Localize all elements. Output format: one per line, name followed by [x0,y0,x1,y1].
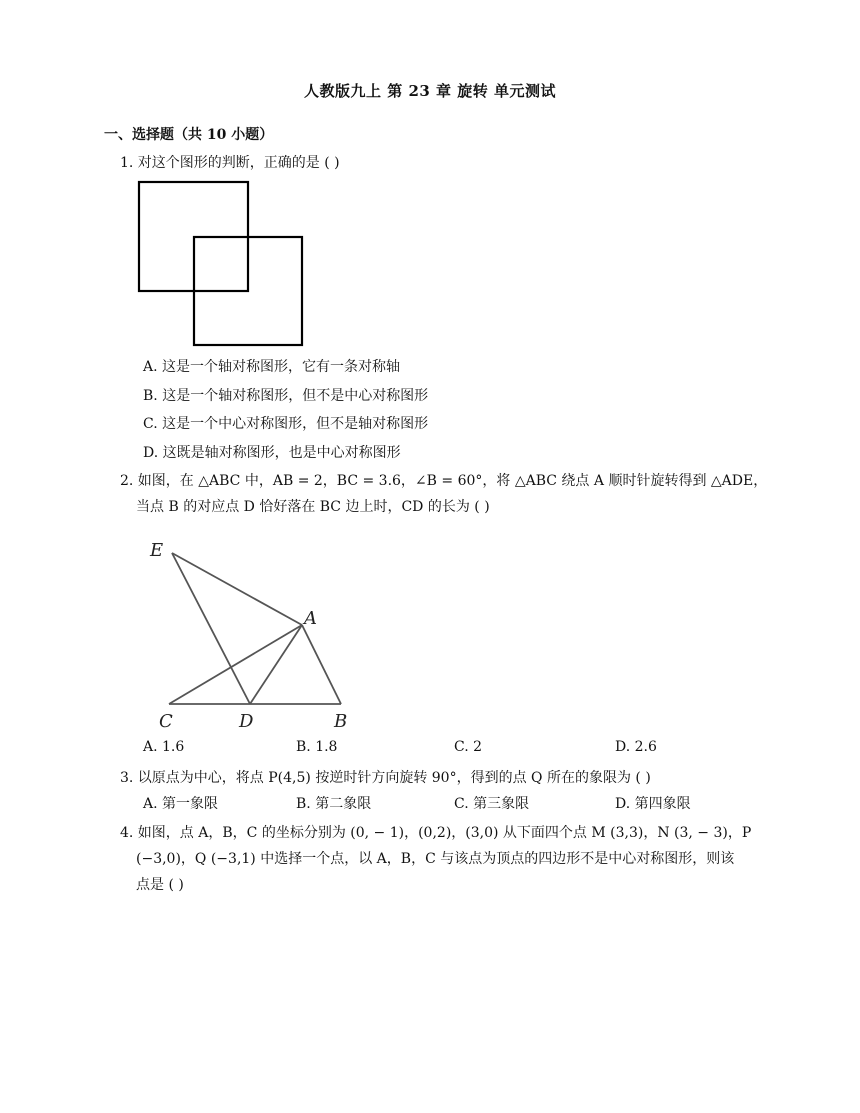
q4-stem-line3: 点是 ( ) [136,877,184,893]
q2-option-d: D. 2.6 [615,739,657,755]
q2-segment-ed [172,553,250,704]
q1-stem: 1. 对这个图形的判断，正确的是 ( ) [120,155,340,171]
q2-label-c: C [159,711,173,732]
document-title: 人教版九上 第 23 章 旋转 单元测试 [304,82,556,100]
q2-label-b: B [334,711,348,732]
q3-stem: 3. 以原点为中心，将点 P(4,5) 按逆时针方向旋转 90°，得到的点 Q 所在的象限为 ( ) [120,770,651,786]
q3-option-b: B. 第二象限 [296,796,372,812]
q1-option-a: A. 这是一个轴对称图形，它有一条对称轴 [143,359,401,375]
q1-option-d: D. 这既是轴对称图形，也是中心对称图形 [143,445,401,461]
q3-option-d: D. 第四象限 [615,796,691,812]
q2-label-a: A [304,608,317,629]
q2-label-e: E [150,540,164,561]
q4-stem-line2: (−3,0)，Q (−3,1) 中选择一个点，以 A，B，C 与该点为顶点的四边形不是中心对称图形，则该 [136,851,735,867]
q1-option-c: C. 这是一个中心对称图形，但不是轴对称图形 [143,416,429,432]
q2-segment-ad [250,625,302,704]
q2-stem-line2: 当点 B 的对应点 D 恰好落在 BC 边上时，CD 的长为 ( ) [136,499,490,515]
q2-stem-line1: 2. 如图，在 △ABC 中，AB = 2，BC = 3.6，∠B = 60°，将 △ABC 绕点 A 顺时针旋转得到 △ADE， [120,473,768,489]
section-heading: 一、选择题（共 10 小题） [104,127,274,143]
q2-option-a: A. 1.6 [143,739,185,755]
q3-option-a: A. 第一象限 [143,796,219,812]
q2-label-d: D [239,711,254,732]
q2-segment-ac [169,625,302,704]
q2-segment-ab [302,625,341,704]
q2-option-b: B. 1.8 [296,739,338,755]
q3-option-c: C. 第三象限 [454,796,530,812]
q1-option-b: B. 这是一个轴对称图形，但不是中心对称图形 [143,388,429,404]
q4-stem-line1: 4. 如图，点 A，B，C 的坐标分别为 (0, − 1)，(0,2)，(3,0) 从下面四个点 M (3,3)，N (3, − 3)，P [120,825,752,841]
q2-option-c: C. 2 [454,739,483,755]
